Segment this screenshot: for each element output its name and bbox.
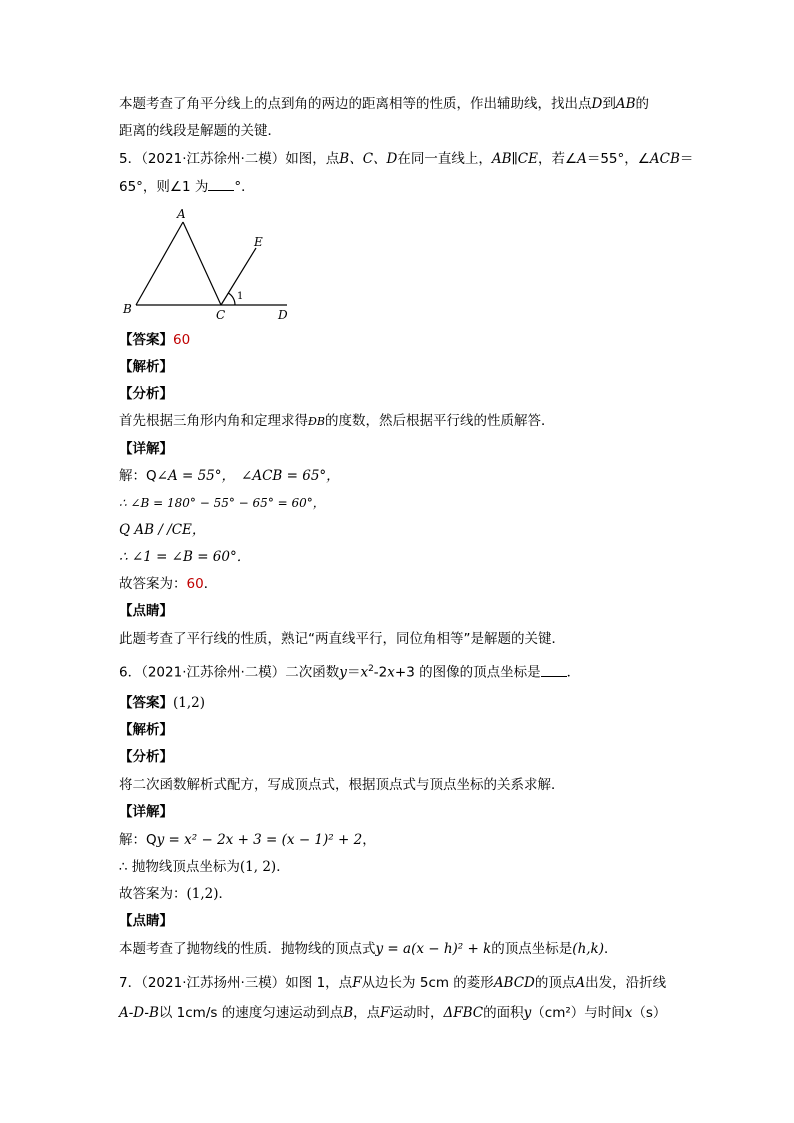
- q5-angle-acb: ACB: [649, 151, 680, 167]
- q4-point-d: D: [591, 96, 603, 112]
- q5-answer-blank: [208, 178, 234, 191]
- q7-var-x: x: [624, 1005, 633, 1021]
- q6-text: ＝: [346, 664, 361, 681]
- q6-step1-formula: y = x² − 2x + 3 = (x − 1)² + 2: [156, 832, 363, 848]
- q7-text: 的顶点: [534, 975, 576, 991]
- q5-text: 如图，点: [285, 151, 340, 167]
- q5-fenxi-a: 首先根据三角形内角和定理求得: [119, 413, 308, 429]
- q7-text: 从边长为 5cm 的菱形: [361, 975, 494, 991]
- q6-dianjing-e: ．: [604, 941, 618, 957]
- fenxi-tag: 【分析】: [119, 749, 173, 765]
- q5-dianjing-content: 此题考查了平行线的性质，熟记“两直线平行，同位角相等”是解题的关键．: [119, 631, 565, 647]
- q5-angle-a: A: [577, 151, 587, 167]
- q5-source: （2021·江苏徐州·二模）: [141, 151, 286, 167]
- label-a: A: [177, 207, 186, 221]
- q7-text: 出发，沿折线: [585, 975, 667, 991]
- angle-1-arc: [228, 293, 235, 305]
- q5-text: ＝55°，∠: [586, 151, 650, 167]
- answer-tag: 【答案】: [119, 695, 173, 711]
- fenxi-tag: 【分析】: [119, 386, 173, 402]
- q6-text: +3 的图像的顶点坐标是: [394, 664, 541, 681]
- q6-text: -2: [373, 664, 388, 681]
- q5-fenxi-c: 的度数，然后根据平行线的性质解答．: [324, 413, 555, 429]
- q5-points-bcd: B、C、D: [339, 151, 398, 167]
- q6-text: ．: [566, 664, 581, 681]
- q6-step2-c: ．: [276, 859, 290, 875]
- q6-final-value: (1,2): [186, 886, 219, 902]
- q7-text: （cm²）与时间: [531, 1005, 625, 1021]
- q7-text: ，点: [353, 1005, 381, 1021]
- q4-summary-line-2: [119, 122, 281, 140]
- q5-text: °．: [234, 179, 255, 195]
- segment-ac: [183, 222, 221, 305]
- q4-summary-of: 的: [635, 96, 649, 112]
- jiexi-tag: 【解析】: [119, 722, 173, 738]
- q6-var-x2: x: [387, 664, 395, 681]
- q7-question-line-2: [119, 1004, 666, 1022]
- q5-jiexi-row: [119, 358, 173, 376]
- q6-dianjing-formula: y = a(x − h)² + k: [375, 941, 492, 957]
- q7-path: A-D-B: [119, 1005, 159, 1021]
- q7-question-line-1: [119, 974, 666, 992]
- segment-ba: [136, 222, 183, 305]
- q6-step1-a: 解：Q: [119, 832, 157, 848]
- label-angle-1: 1: [237, 291, 244, 302]
- q6-final-a: 故答案为：: [119, 886, 187, 902]
- q5-step-4: [119, 548, 250, 566]
- q5-text: ，若∠: [537, 151, 578, 167]
- q6-xiangjie-row: [119, 803, 173, 821]
- label-e: E: [254, 235, 263, 249]
- q5-question-line-1: [119, 150, 693, 168]
- q6-source: （2021·江苏徐州·二模）: [141, 664, 286, 681]
- q6-step2-a: ∴ 抛物线顶点坐标为: [119, 859, 240, 875]
- q6-jiexi-row: [119, 721, 173, 739]
- q6-final-c: ．: [218, 886, 233, 902]
- q6-question: [119, 660, 580, 682]
- q7-text: 运动时，: [389, 1005, 444, 1021]
- q7-point-b: B: [343, 1005, 354, 1021]
- q6-answer-value: (1,2): [173, 695, 206, 711]
- q5-answer-row: [119, 331, 190, 349]
- q6-dianjing-c: 的顶点坐标是: [491, 941, 573, 957]
- q6-step1-c: ，: [362, 832, 376, 848]
- q6-answer-row: [119, 694, 205, 712]
- q6-dianjing-row: [119, 912, 173, 930]
- q6-var-x: x: [360, 664, 369, 681]
- q7-text: （s）: [632, 1005, 667, 1021]
- q6-exp: 2: [368, 664, 374, 674]
- dianjing-tag: 【点睛】: [119, 913, 173, 929]
- q4-summary-to: 到: [602, 96, 616, 112]
- q7-text: 以 1cm/s 的速度匀速运动到点: [158, 1005, 344, 1021]
- dianjing-tag: 【点睛】: [119, 603, 173, 619]
- q5-answer-value: 60: [173, 332, 191, 348]
- label-d: D: [278, 308, 288, 322]
- q5-parallel: AB∥CE: [491, 151, 538, 167]
- q6-step2-b: (1, 2): [239, 859, 277, 875]
- q5-fenxi-b: ÐB: [308, 415, 325, 428]
- q7-number: 7．: [119, 975, 142, 991]
- q5-text: ＝: [679, 151, 694, 167]
- q5-fenxi-row: [119, 385, 173, 403]
- jiexi-tag: 【解析】: [119, 359, 173, 375]
- q4-line-ab: AB: [615, 96, 636, 112]
- q5-final-value: 60: [186, 576, 204, 592]
- q7-rhombus: ABCD: [493, 975, 535, 991]
- q5-question-line-2: [119, 178, 255, 196]
- q7-point-f2: F: [380, 1005, 390, 1021]
- q6-text: 二次函数: [285, 664, 340, 681]
- q6-number: 6．: [119, 664, 142, 681]
- q6-dianjing-vertex: (h,k): [572, 941, 604, 957]
- q5-step-3: [119, 521, 205, 539]
- label-b: B: [123, 302, 132, 316]
- xiangjie-tag: 【详解】: [119, 804, 173, 820]
- q7-point-f: F: [352, 975, 362, 991]
- q7-triangle: ΔFBC: [443, 1005, 484, 1021]
- q4-summary-line-1: [119, 95, 649, 113]
- q7-var-y: y: [523, 1005, 532, 1021]
- q5-text: 65°，则∠1 为: [119, 179, 209, 195]
- q5-number: 5．: [119, 151, 142, 167]
- q5-final-a: 故答案为：: [119, 576, 187, 592]
- xiangjie-tag: 【详解】: [119, 441, 173, 457]
- q6-var-y: y: [339, 664, 347, 681]
- q7-text: 如图 1，点: [285, 975, 353, 991]
- q5-dianjing-row: [119, 602, 173, 620]
- q7-point-a: A: [575, 975, 586, 991]
- q5-text: 在同一直线上，: [397, 151, 492, 167]
- q7-text: 的面积: [483, 1005, 524, 1021]
- q5-xiangjie-row: [119, 440, 173, 458]
- q6-answer-blank: [541, 664, 567, 677]
- q6-fenxi-row: [119, 748, 173, 766]
- q6-step-2: [119, 858, 290, 876]
- q5-fenxi-text: [119, 412, 554, 431]
- q5-triangle-figure: [115, 200, 315, 325]
- q6-fenxi-content: 将二次函数解析式配方，写成顶点式，根据顶点式与顶点坐标的关系求解．: [119, 777, 565, 793]
- q4-summary-text: 本题考查了角平分线上的点到角的两边的距离相等的性质，作出辅助线，找出点: [119, 96, 592, 112]
- q5-dianjing-text: [119, 630, 565, 648]
- answer-tag: 【答案】: [119, 332, 173, 348]
- q5-final: [119, 575, 217, 593]
- q7-source: （2021·江苏扬州·三模）: [141, 975, 286, 991]
- q6-dianjing-a: 本题考查了抛物线的性质．抛物线的顶点式: [119, 941, 376, 957]
- q6-step-1: [119, 831, 376, 849]
- q5-step1-b: ∠A = 55°，: [156, 468, 236, 484]
- q5-step3: Q AB / /CE，: [119, 522, 206, 538]
- q5-step4: ∴ ∠1 = ∠B = 60°．: [119, 549, 251, 565]
- q4-summary-text-2: 距离的线段是解题的关键．: [119, 123, 281, 139]
- q6-dianjing-text: [119, 940, 618, 958]
- q6-fenxi-text: [119, 776, 565, 794]
- q5-step-2: [119, 494, 325, 512]
- q5-step-1: [119, 467, 340, 485]
- label-c: C: [216, 308, 226, 322]
- q5-step1-c: ∠ACB = 65°，: [241, 468, 340, 484]
- q5-final-c: ．: [203, 576, 218, 592]
- q5-step2: ∴ ∠B = 180° − 55° − 65° = 60°，: [119, 496, 325, 510]
- q6-final: [119, 885, 232, 903]
- q5-step1-a: 解：Q: [119, 468, 157, 484]
